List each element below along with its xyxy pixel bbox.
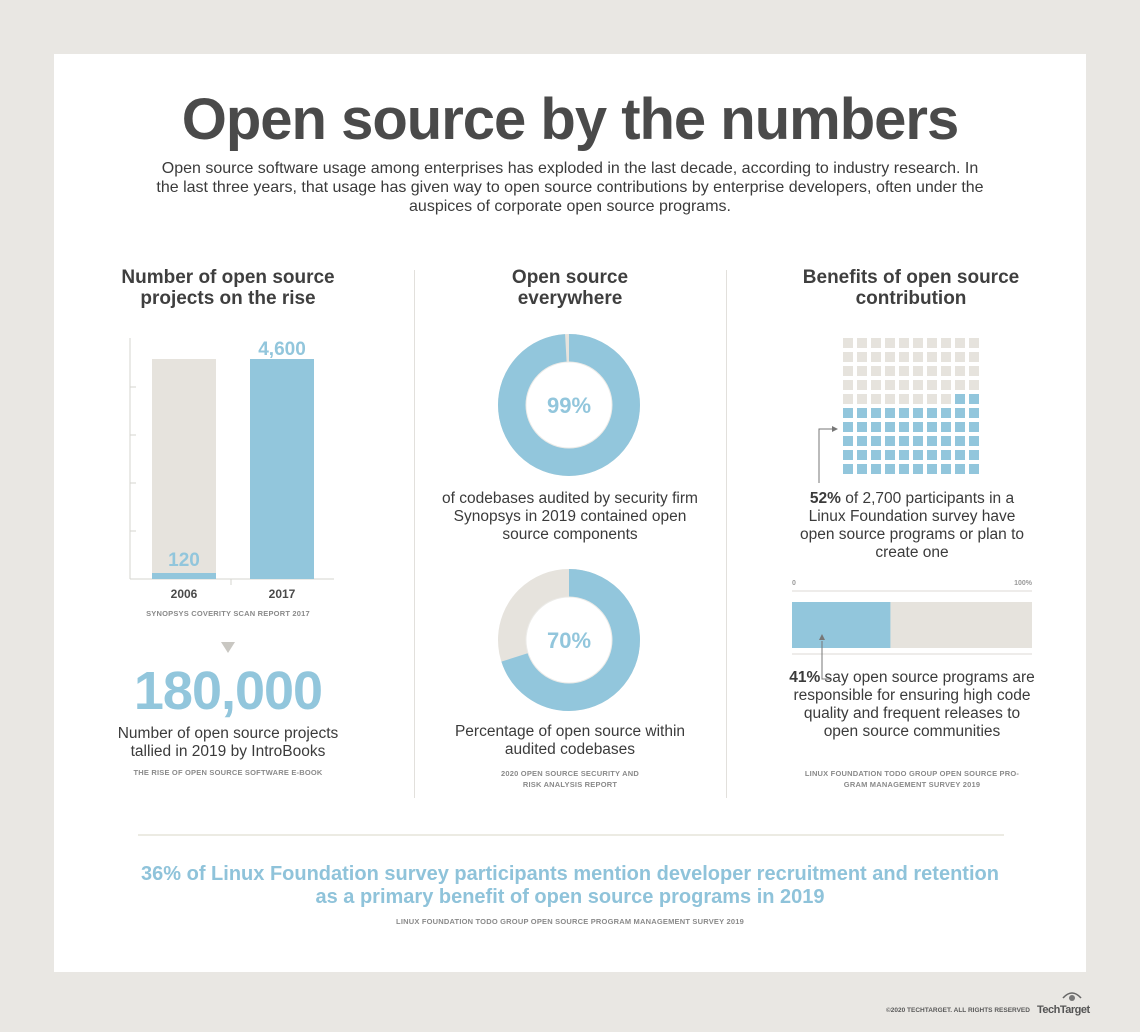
waffle-cell [941,422,951,432]
waffle-cell [899,408,909,418]
waffle-cell [941,436,951,446]
waffle-cell [941,408,951,418]
waffle-cell [843,394,853,404]
waffle-cell [913,338,923,348]
waffle-cell [871,338,881,348]
waffle-cell [927,352,937,362]
column-divider-right [726,270,727,798]
waffle-cell [885,352,895,362]
waffle-cell [969,408,979,418]
waffle-cell [927,394,937,404]
col3-heading: Benefits of open source contribution [802,267,1020,309]
waffle-cell [899,352,909,362]
bar-percent: 41% [789,669,821,686]
hbar-axis-max-label: 100% [1014,580,1032,587]
waffle-cell [899,338,909,348]
waffle-cell [871,380,881,390]
waffle-cell [871,366,881,376]
waffle-cell [941,464,951,474]
waffle-cell [843,436,853,446]
waffle-cell [857,422,867,432]
waffle-cell [955,338,965,348]
bar-value-label-2017: 4,600 [258,339,306,360]
big-number: 180,000 [133,661,323,721]
waffle-cell [857,394,867,404]
waffle-cell [941,380,951,390]
waffle-cell [843,450,853,460]
waffle-cell [913,450,923,460]
waffle-cell [941,352,951,362]
waffle-cell [899,394,909,404]
waffle-cell [885,422,895,432]
bottom-source: LINUX FOUNDATION TODO GROUP OPEN SOURCE PROGRAM MANAGEMENT SURVEY 2019 [396,917,744,926]
donut-99 [496,332,642,478]
waffle-cell [927,422,937,432]
waffle-cell [927,436,937,446]
waffle-cell [885,380,895,390]
waffle-cell [941,450,951,460]
waffle-cell [955,394,965,404]
waffle-cell [871,436,881,446]
donut-99-center-label: 99% [546,393,592,418]
waffle-cell [899,450,909,460]
column-divider-left [414,270,415,798]
hbar-fill [792,602,890,648]
waffle-cell [843,408,853,418]
bar-background-2006 [152,359,216,579]
bottom-divider [138,834,1004,836]
waffle-chart [810,335,990,483]
eye-logo-icon [1062,990,1082,1004]
waffle-cell [927,464,937,474]
waffle-cell [899,366,909,376]
waffle-cell [913,380,923,390]
col2-donut1-text: of codebases audited by security firm Synopsys in 2019 contained open source components [442,490,698,543]
waffle-cell [857,338,867,348]
col2-donut2-text: Percentage of open source within audited codebases [454,723,686,758]
waffle-cell [913,394,923,404]
waffle-cell [941,366,951,376]
page-title: Open source by the numbers [181,87,959,152]
bar-2017 [250,359,314,579]
projects-bar-chart [120,330,350,601]
waffle-cell [969,338,979,348]
waffle-callout-line [819,429,832,483]
donut-70-center-label: 70% [546,628,592,653]
col3-source: LINUX FOUNDATION TODO GROUP OPEN SOURCE PRO- GRAM MANAGEMENT SURVEY 2019 [804,769,1020,789]
waffle-cell [941,338,951,348]
waffle-cell [885,450,895,460]
waffle-cell [941,394,951,404]
col2-source: 2020 OPEN SOURCE SECURITY AND RISK ANALYSIS REPORT [501,769,639,789]
col1-heading: Number of open source projects on the rise [121,267,335,309]
waffle-cell [969,394,979,404]
waffle-cell [955,408,965,418]
footer-logo: TechTarget [1037,1004,1090,1016]
col1-source: SYNOPSYS COVERITY SCAN REPORT 2017 [146,609,310,618]
col1-big-source: THE RISE OF OPEN SOURCE SOFTWARE E-BOOK [133,768,323,777]
waffle-cell [955,464,965,474]
bar-2006 [152,573,216,579]
bar-value-label-2006: 120 [168,550,200,571]
waffle-cell [927,338,937,348]
waffle-callout-arrow [832,426,838,432]
col3-bar-text [786,669,1038,741]
waffle-cell [885,394,895,404]
waffle-cell [871,450,881,460]
waffle-cell [955,450,965,460]
bar-category-label-2017: 2017 [268,587,296,601]
waffle-cell [913,436,923,446]
waffle-cell [913,352,923,362]
waffle-cell [857,436,867,446]
col3-waffle-text [792,490,1032,562]
waffle-cell [955,380,965,390]
waffle-cell [927,408,937,418]
waffle-cell [843,352,853,362]
waffle-cell [969,422,979,432]
waffle-cell [857,464,867,474]
donut-70 [496,567,642,713]
waffle-cell [885,366,895,376]
waffle-cell [899,464,909,474]
waffle-description: of 2,700 participants in a Linux Foundation survey have open source programs or plan to create one [799,490,1025,561]
waffle-cell [899,422,909,432]
triangle-down-icon [221,642,235,654]
waffle-cell [885,464,895,474]
waffle-cell [843,338,853,348]
waffle-cell [871,352,881,362]
waffle-cell [969,464,979,474]
hbar-axis-min-label: 0 [792,580,796,587]
waffle-cell [955,352,965,362]
waffle-cell [969,380,979,390]
col2-heading: Open source everywhere [511,267,629,309]
waffle-cell [857,366,867,376]
col1-big-text: Number of open source projects tallied in 2019 by IntroBooks [117,725,339,760]
waffle-cell [871,394,881,404]
bar-description: say open source programs are responsible for ensuring high code quality and frequent releases to open source communities [793,669,1035,740]
waffle-cell [913,366,923,376]
waffle-cell [871,464,881,474]
waffle-cell [969,352,979,362]
waffle-cell [927,380,937,390]
waffle-cell [927,366,937,376]
footer-copyright: ©2020 TECHTARGET. ALL RIGHTS RESERVED [886,1007,1030,1014]
waffle-cell [843,464,853,474]
waffle-cell [969,436,979,446]
waffle-percent: 52% [809,490,841,507]
waffle-cell [913,422,923,432]
waffle-cell [969,450,979,460]
waffle-cell [955,422,965,432]
waffle-cell [857,352,867,362]
waffle-cell [913,408,923,418]
waffle-cell [857,408,867,418]
bar-category-label-2006: 2006 [170,587,198,601]
waffle-cell [857,380,867,390]
page-subtitle: Open source software usage among enterprises has exploded in the last decade, according to industry research. In the last three years, that usage has given way to open source contributions by enterprise developers, often under the auspices of corporate open source programs. [156,160,984,215]
waffle-cell [871,422,881,432]
bottom-highlight: 36% of Linux Foundation survey participants mention developer recruitment and retention as a primary benefit of open source programs in 2019 [141,863,999,908]
waffle-cell [843,380,853,390]
waffle-cell [857,450,867,460]
waffle-cell [899,380,909,390]
waffle-cell [913,464,923,474]
waffle-cell [969,366,979,376]
waffle-cell [885,408,895,418]
waffle-cell [843,366,853,376]
waffle-cell [955,436,965,446]
waffle-cell [843,422,853,432]
waffle-cell [955,366,965,376]
waffle-cell [927,450,937,460]
waffle-cell [899,436,909,446]
waffle-cell [871,408,881,418]
waffle-cell [885,338,895,348]
waffle-cell [885,436,895,446]
